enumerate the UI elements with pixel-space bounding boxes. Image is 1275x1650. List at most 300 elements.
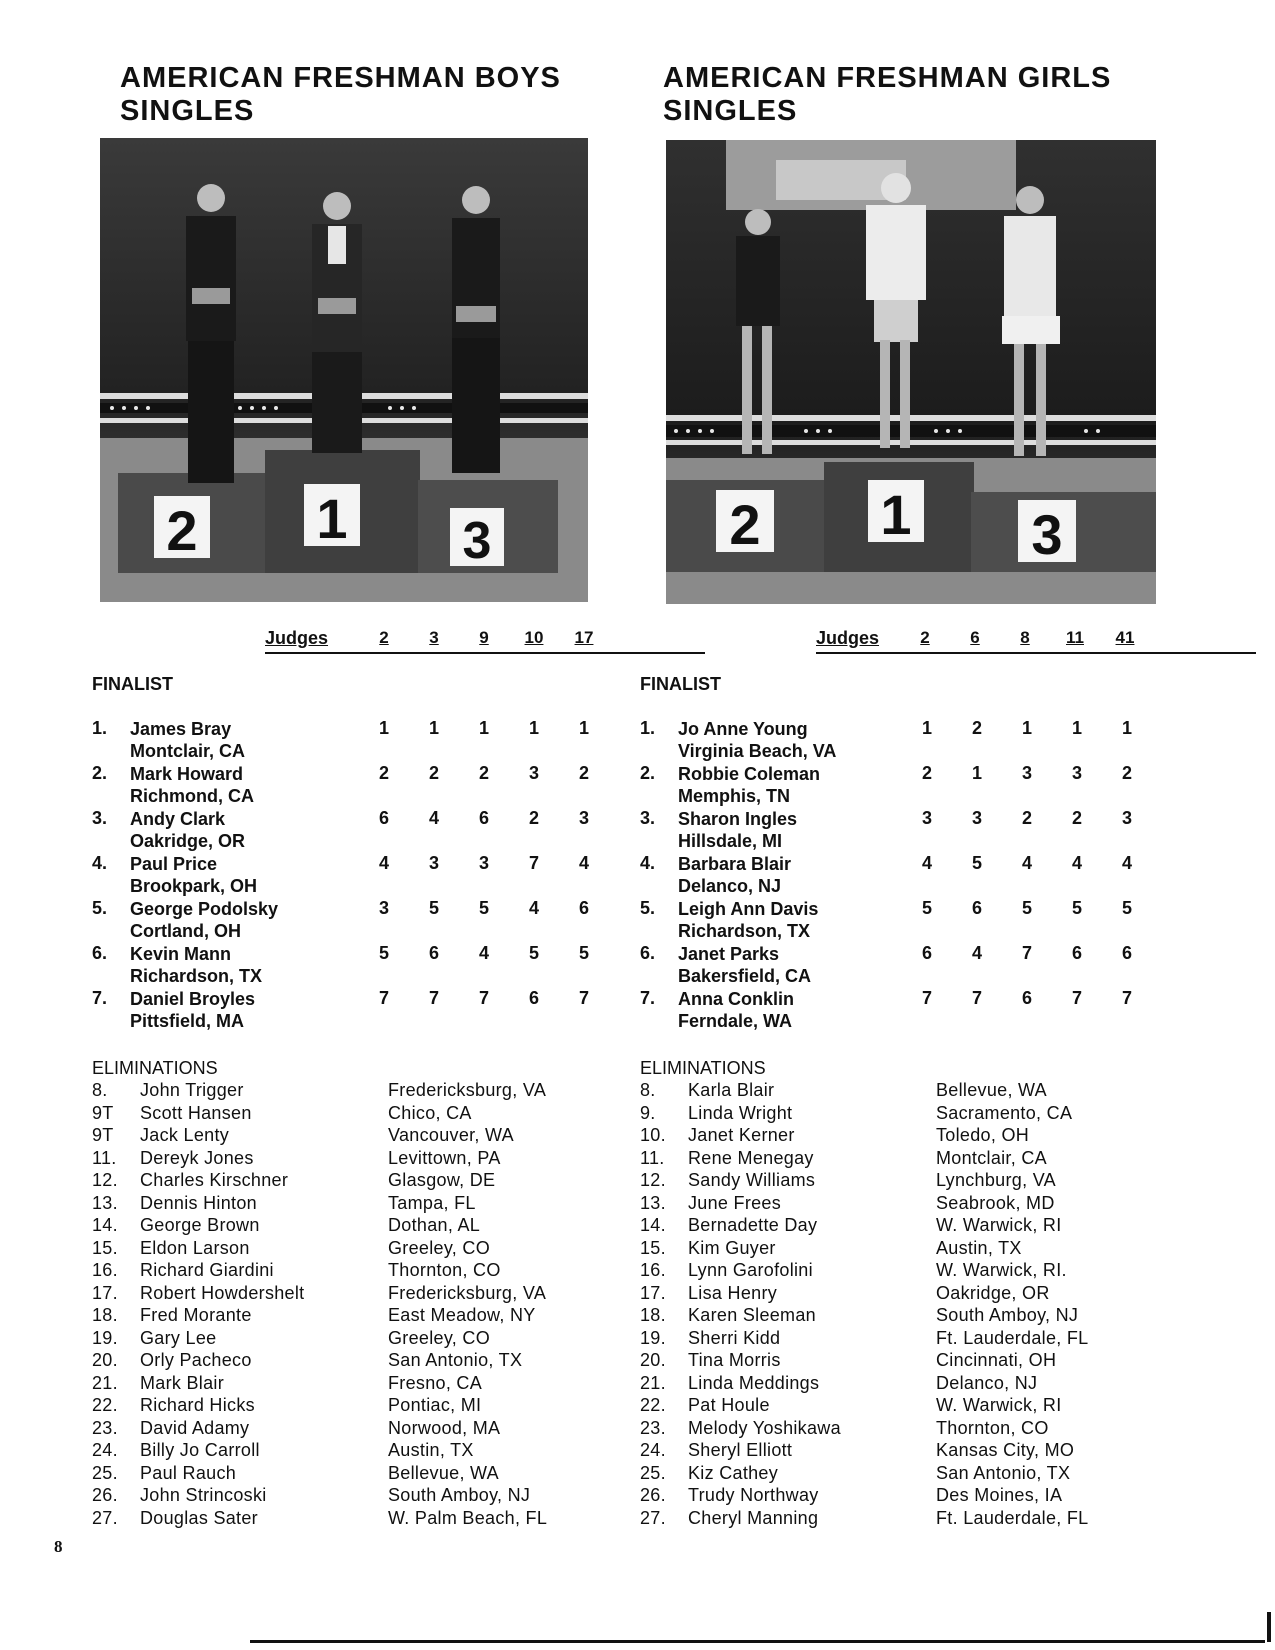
boys-finalists-list <box>92 718 652 1033</box>
finalist-judge-score: 4 <box>478 943 489 963</box>
finalist-name: George Podolsky <box>130 899 279 919</box>
elimination-city: Pontiac, MI <box>388 1395 482 1415</box>
finalist-judge-score: 3 <box>528 763 539 783</box>
finalist-judge-score: 3 <box>578 808 589 828</box>
elimination-name: Richard Hicks <box>140 1395 255 1415</box>
elimination-row <box>640 1103 1200 1126</box>
finalist-judge-score: 2 <box>921 763 932 783</box>
finalist-city: Delanco, NJ <box>678 876 782 896</box>
elimination-rank: 11. <box>92 1147 117 1168</box>
finalist-city: Richardson, TX <box>678 921 811 941</box>
finalist-rank: 2. <box>640 763 656 783</box>
elimination-row <box>640 1148 1200 1171</box>
elimination-row <box>92 1485 652 1508</box>
finalist-judge-score: 6 <box>1121 943 1132 963</box>
elimination-rank: 13. <box>640 1192 666 1213</box>
elimination-rank: 22. <box>640 1395 666 1415</box>
girls-podium-number-3: 3 <box>1031 503 1063 566</box>
boys-title-line2: SINGLES <box>120 95 255 127</box>
girls-judge-number: 8 <box>1020 628 1030 647</box>
elimination-row <box>92 1103 652 1126</box>
finalist-city: Brookpark, OH <box>130 876 258 896</box>
elimination-row <box>92 1260 652 1283</box>
elimination-city: Dothan, AL <box>388 1215 481 1235</box>
finalist-row <box>640 853 1200 898</box>
finalist-row <box>640 943 1200 988</box>
elimination-row <box>92 1373 652 1396</box>
boys-judge-number: 9 <box>479 628 489 647</box>
finalist-judge-score: 4 <box>578 853 589 873</box>
finalist-rank: 2. <box>92 763 108 783</box>
finalist-judge-score: 7 <box>378 988 389 1008</box>
elimination-name: Scott Hansen <box>140 1102 252 1123</box>
finalist-name-block <box>678 763 820 807</box>
elimination-city: W. Warwick, RI <box>936 1215 1062 1235</box>
finalist-judge-score: 1 <box>971 763 982 783</box>
finalist-judge-score: 2 <box>578 763 589 783</box>
finalist-row <box>640 898 1200 943</box>
elimination-city: Toledo, OH <box>936 1125 1030 1145</box>
finalist-judge-score: 4 <box>1071 853 1082 873</box>
elimination-name: Karen Sleeman <box>688 1305 816 1325</box>
elimination-name: Kim Guyer <box>688 1237 776 1258</box>
elimination-row <box>640 1328 1200 1351</box>
elimination-rank: 18. <box>92 1305 118 1325</box>
elimination-rank: 22. <box>92 1395 118 1415</box>
elimination-row <box>92 1508 652 1531</box>
finalist-judge-score: 6 <box>1021 988 1032 1008</box>
elimination-name: Cheryl Manning <box>688 1507 819 1528</box>
elimination-city: East Meadow, NY <box>388 1305 536 1325</box>
finalist-judge-score: 4 <box>428 808 439 828</box>
elimination-name: David Adamy <box>140 1417 250 1438</box>
finalist-row <box>92 988 652 1033</box>
elimination-name: Jack Lenty <box>140 1125 230 1145</box>
elimination-row <box>640 1238 1200 1261</box>
elimination-city: W. Warwick, RI. <box>936 1260 1067 1280</box>
elimination-row <box>640 1463 1200 1486</box>
finalist-judge-score: 4 <box>921 853 932 873</box>
elimination-rank: 16. <box>92 1260 118 1280</box>
finalist-judge-score: 3 <box>1121 808 1132 828</box>
finalist-name: Andy Clark <box>130 809 226 829</box>
elimination-row <box>92 1215 652 1238</box>
elimination-city: Austin, TX <box>936 1237 1022 1258</box>
elimination-city: Vancouver, WA <box>388 1125 514 1145</box>
elimination-city: Bellevue, WA <box>388 1462 499 1483</box>
elimination-rank: 11. <box>640 1147 665 1168</box>
finalist-judge-score: 4 <box>528 898 539 918</box>
elimination-name: Eldon Larson <box>140 1237 250 1258</box>
elimination-rank: 23. <box>92 1417 118 1438</box>
boys-podium-photo-image <box>100 138 588 602</box>
finalist-judge-score: 1 <box>1021 718 1032 738</box>
elimination-rank: 18. <box>640 1305 666 1325</box>
boys-podium-photo <box>100 138 588 602</box>
boys-judge-number: 10 <box>524 628 544 647</box>
finalist-row <box>92 898 652 943</box>
elimination-rank: 24. <box>92 1440 118 1460</box>
boys-judge-number: 3 <box>429 628 439 647</box>
finalist-name-block <box>130 943 262 987</box>
elimination-city: Austin, TX <box>388 1440 474 1460</box>
elimination-name: Lynn Garofolini <box>688 1260 813 1280</box>
finalist-rank: 3. <box>640 808 656 828</box>
elimination-rank: 13. <box>92 1192 118 1213</box>
boys-eliminations-heading: ELIMINATIONS <box>92 1058 218 1078</box>
elimination-city: Montclair, CA <box>936 1147 1047 1168</box>
finalist-judge-score: 1 <box>578 718 589 738</box>
finalist-judge-score: 2 <box>478 763 489 783</box>
page-number: 8 <box>54 1537 63 1556</box>
finalist-judge-score: 2 <box>971 718 982 738</box>
elimination-name: Karla Blair <box>688 1080 775 1100</box>
finalist-name: Kevin Mann <box>130 944 232 964</box>
elimination-name: Orly Pacheco <box>140 1350 252 1370</box>
elimination-rank: 17. <box>92 1282 118 1303</box>
finalist-judge-score: 6 <box>478 808 489 828</box>
elimination-rank: 19. <box>92 1327 118 1348</box>
elimination-rank: 20. <box>92 1350 118 1370</box>
elimination-name: Kiz Cathey <box>688 1462 779 1483</box>
finalist-city: Bakersfield, CA <box>678 966 812 986</box>
elimination-city: Cincinnati, OH <box>936 1350 1057 1370</box>
elimination-city: Kansas City, MO <box>936 1440 1075 1460</box>
elimination-name: Janet Kerner <box>688 1125 795 1145</box>
finalist-rank: 4. <box>640 853 656 873</box>
finalist-rank: 1. <box>92 718 108 738</box>
finalist-name-block <box>678 718 836 762</box>
finalist-row <box>640 808 1200 853</box>
elimination-rank: 20. <box>640 1350 666 1370</box>
bottom-rule <box>250 1640 1265 1643</box>
finalist-name-block <box>130 853 257 897</box>
elimination-name: Dereyk Jones <box>140 1147 254 1168</box>
finalist-rank: 1. <box>640 718 656 738</box>
finalist-judge-score: 1 <box>921 718 932 738</box>
finalist-city: Oakridge, OR <box>130 831 246 851</box>
finalist-judge-score: 1 <box>1121 718 1132 738</box>
finalist-row <box>92 853 652 898</box>
elimination-city: Des Moines, IA <box>936 1485 1063 1505</box>
finalist-rank: 7. <box>92 988 108 1008</box>
elimination-row <box>640 1305 1200 1328</box>
elimination-city: South Amboy, NJ <box>388 1485 531 1505</box>
finalist-judge-score: 1 <box>528 718 539 738</box>
finalist-judge-score: 3 <box>428 853 439 873</box>
finalist-name: Mark Howard <box>130 764 244 784</box>
elimination-rank: 9. <box>640 1102 656 1123</box>
girls-title <box>663 62 1111 128</box>
elimination-rank: 12. <box>92 1170 118 1190</box>
finalist-judge-score: 6 <box>428 943 439 963</box>
finalist-rank: 5. <box>92 898 108 918</box>
elimination-row <box>640 1418 1200 1441</box>
finalist-rank: 3. <box>92 808 108 828</box>
elimination-name: Sandy Williams <box>688 1170 816 1190</box>
elimination-row <box>640 1170 1200 1193</box>
elimination-row <box>92 1305 652 1328</box>
elimination-city: Seabrook, MD <box>936 1192 1055 1213</box>
finalist-judge-score: 5 <box>428 898 439 918</box>
elimination-row <box>92 1148 652 1171</box>
finalist-city: Richardson, TX <box>130 966 263 986</box>
elimination-city: Fresno, CA <box>388 1372 483 1393</box>
finalist-judge-score: 5 <box>1021 898 1032 918</box>
elimination-rank: 25. <box>92 1462 118 1483</box>
finalist-row <box>640 718 1200 763</box>
elimination-name: Bernadette Day <box>688 1215 818 1235</box>
elimination-name: Tina Morris <box>688 1350 781 1370</box>
boys-title <box>120 62 561 128</box>
finalist-judge-score: 7 <box>528 853 539 873</box>
elimination-rank: 19. <box>640 1327 666 1348</box>
elimination-row <box>92 1395 652 1418</box>
finalist-judge-score: 1 <box>1071 718 1082 738</box>
finalist-name-block <box>678 943 811 987</box>
elimination-name: John Strincoski <box>140 1485 267 1505</box>
finalist-judge-score: 3 <box>971 808 982 828</box>
finalist-judge-score: 5 <box>921 898 932 918</box>
elimination-city: Thornton, CO <box>936 1417 1049 1438</box>
elimination-name: Charles Kirschner <box>140 1170 289 1190</box>
elimination-row <box>640 1193 1200 1216</box>
finalist-judge-score: 7 <box>971 988 982 1008</box>
finalist-judge-score: 5 <box>1071 898 1082 918</box>
corner-mark <box>1267 1612 1271 1642</box>
elimination-city: Norwood, MA <box>388 1417 501 1438</box>
elimination-city: Fredericksburg, VA <box>388 1282 547 1303</box>
elimination-city: Bellevue, WA <box>936 1080 1047 1100</box>
elimination-city: Glasgow, DE <box>388 1170 496 1190</box>
elimination-city: Ft. Lauderdale, FL <box>936 1507 1089 1528</box>
elimination-rank: 15. <box>92 1237 118 1258</box>
elimination-row <box>640 1283 1200 1306</box>
finalist-name-block <box>678 988 794 1032</box>
elimination-rank: 14. <box>92 1215 118 1235</box>
elimination-city: Lynchburg, VA <box>936 1170 1056 1190</box>
finalist-judge-score: 7 <box>1121 988 1132 1008</box>
elimination-name: Fred Morante <box>140 1305 252 1325</box>
elimination-city: Fredericksburg, VA <box>388 1080 547 1100</box>
elimination-row <box>92 1418 652 1441</box>
finalist-judge-score: 1 <box>378 718 389 738</box>
elimination-row <box>92 1463 652 1486</box>
girls-eliminations-list <box>640 1080 1200 1530</box>
elimination-city: Delanco, NJ <box>936 1372 1038 1393</box>
elimination-rank: 8. <box>640 1080 656 1100</box>
elimination-row <box>640 1395 1200 1418</box>
finalist-judge-score: 5 <box>578 943 589 963</box>
finalist-judge-score: 5 <box>1121 898 1132 918</box>
elimination-row <box>640 1215 1200 1238</box>
elimination-row <box>640 1508 1200 1531</box>
finalist-judge-score: 5 <box>528 943 539 963</box>
boys-judges-label: Judges <box>265 628 329 648</box>
finalist-judge-score: 2 <box>428 763 439 783</box>
girls-podium-number-1: 1 <box>880 483 912 546</box>
finalist-name-block <box>130 763 254 807</box>
finalist-row <box>92 718 652 763</box>
finalist-name: Paul Price <box>130 854 218 874</box>
finalist-judge-score: 5 <box>378 943 389 963</box>
elimination-name: George Brown <box>140 1215 260 1235</box>
elimination-rank: 25. <box>640 1462 666 1483</box>
elimination-rank: 26. <box>640 1485 666 1505</box>
finalist-name-block <box>130 988 255 1032</box>
finalist-rank: 4. <box>92 853 108 873</box>
finalist-name-block <box>678 898 818 942</box>
finalist-city: Pittsfield, MA <box>130 1011 245 1031</box>
boys-judges-header <box>265 628 705 654</box>
elimination-city: Levittown, PA <box>388 1147 501 1168</box>
girls-podium-photo <box>666 140 1156 604</box>
finalist-name-block <box>130 898 278 942</box>
elimination-row <box>92 1170 652 1193</box>
elimination-city: W. Palm Beach, FL <box>388 1507 548 1528</box>
elimination-rank: 27. <box>640 1507 666 1528</box>
elimination-name: Mark Blair <box>140 1372 225 1393</box>
boys-judge-number: 2 <box>379 628 389 647</box>
finalist-judge-score: 2 <box>1121 763 1132 783</box>
elimination-city: Oakridge, OR <box>936 1282 1050 1303</box>
finalist-judge-score: 5 <box>971 853 982 873</box>
finalist-city: Virginia Beach, VA <box>678 741 837 761</box>
elimination-rank: 17. <box>640 1282 666 1303</box>
girls-judge-number: 41 <box>1115 628 1135 647</box>
elimination-rank: 14. <box>640 1215 666 1235</box>
boys-podium-number-3: 3 <box>462 512 492 570</box>
girls-podium-number-2: 2 <box>729 493 761 556</box>
elimination-row <box>640 1485 1200 1508</box>
girls-title-line1: AMERICAN FRESHMAN GIRLS <box>663 62 1112 94</box>
finalist-judge-score: 2 <box>1071 808 1082 828</box>
finalist-judge-score: 4 <box>378 853 389 873</box>
elimination-name: Sherri Kidd <box>688 1327 781 1348</box>
elimination-rank: 12. <box>640 1170 666 1190</box>
boys-eliminations-list <box>92 1080 652 1530</box>
finalist-city: Ferndale, WA <box>678 1011 793 1031</box>
finalist-judge-score: 1 <box>428 718 439 738</box>
finalist-judge-score: 7 <box>478 988 489 1008</box>
elimination-city: San Antonio, TX <box>936 1462 1071 1483</box>
elimination-name: June Frees <box>688 1192 782 1213</box>
finalist-judge-score: 4 <box>1021 853 1032 873</box>
elimination-rank: 9T <box>92 1125 114 1145</box>
elimination-row <box>640 1260 1200 1283</box>
elimination-name: Melody Yoshikawa <box>688 1417 841 1438</box>
finalist-judge-score: 7 <box>1021 943 1032 963</box>
elimination-rank: 23. <box>640 1417 666 1438</box>
elimination-row <box>92 1350 652 1373</box>
elimination-rank: 26. <box>92 1485 118 1505</box>
elimination-city: Tampa, FL <box>388 1192 476 1213</box>
elimination-rank: 24. <box>640 1440 666 1460</box>
finalist-city: Montclair, CA <box>130 741 246 761</box>
finalist-judge-score: 5 <box>478 898 489 918</box>
elimination-city: W. Warwick, RI <box>936 1395 1062 1415</box>
finalist-judge-score: 7 <box>578 988 589 1008</box>
elimination-rank: 8. <box>92 1080 108 1100</box>
finalist-row <box>92 763 652 808</box>
elimination-rank: 9T <box>92 1102 114 1123</box>
finalist-row <box>92 943 652 988</box>
finalist-rank: 6. <box>92 943 108 963</box>
elimination-row <box>92 1080 652 1103</box>
elimination-name: Linda Wright <box>688 1102 793 1123</box>
finalist-judge-score: 1 <box>478 718 489 738</box>
finalist-judge-score: 4 <box>1121 853 1132 873</box>
finalist-rank: 7. <box>640 988 656 1008</box>
finalist-name: Anna Conklin <box>678 989 794 1009</box>
finalist-judge-score: 3 <box>921 808 932 828</box>
elimination-name: Billy Jo Carroll <box>140 1440 260 1460</box>
finalist-name-block <box>130 718 245 762</box>
elimination-row <box>92 1328 652 1351</box>
girls-judge-number: 11 <box>1066 628 1084 647</box>
elimination-rank: 21. <box>92 1372 118 1393</box>
elimination-name: Robert Howdershelt <box>140 1282 305 1303</box>
elimination-row <box>92 1238 652 1261</box>
elimination-name: John Trigger <box>140 1080 244 1100</box>
boys-judge-number: 17 <box>574 628 594 647</box>
elimination-name: Trudy Northway <box>688 1485 819 1505</box>
elimination-name: Dennis Hinton <box>140 1192 257 1213</box>
finalist-judge-score: 3 <box>1071 763 1082 783</box>
elimination-row <box>92 1193 652 1216</box>
finalist-city: Cortland, OH <box>130 921 241 941</box>
finalist-judge-score: 6 <box>921 943 932 963</box>
finalist-rank: 5. <box>640 898 656 918</box>
elimination-name: Paul Rauch <box>140 1462 237 1483</box>
girls-judge-number: 6 <box>970 628 980 647</box>
elimination-city: Ft. Lauderdale, FL <box>936 1327 1089 1348</box>
finalist-judge-score: 6 <box>1071 943 1082 963</box>
finalist-judge-score: 2 <box>1021 808 1032 828</box>
finalist-judge-score: 6 <box>528 988 539 1008</box>
finalist-name: Daniel Broyles <box>130 989 256 1009</box>
elimination-row <box>92 1283 652 1306</box>
elimination-rank: 16. <box>640 1260 666 1280</box>
finalist-judge-score: 2 <box>528 808 539 828</box>
girls-judge-number: 2 <box>920 628 930 647</box>
finalist-judge-score: 3 <box>1021 763 1032 783</box>
elimination-name: Pat Houle <box>688 1395 770 1415</box>
boys-finalist-heading: FINALIST <box>92 674 173 694</box>
finalist-judge-score: 2 <box>378 763 389 783</box>
elimination-rank: 10. <box>640 1125 666 1145</box>
finalist-judge-score: 4 <box>971 943 982 963</box>
finalist-row <box>640 988 1200 1033</box>
elimination-rank: 21. <box>640 1372 666 1393</box>
finalist-judge-score: 3 <box>378 898 389 918</box>
finalist-row <box>92 808 652 853</box>
finalist-name: Leigh Ann Davis <box>678 899 819 919</box>
elimination-row <box>92 1125 652 1148</box>
elimination-row <box>640 1440 1200 1463</box>
finalist-name: Janet Parks <box>678 944 780 964</box>
elimination-name: Sheryl Elliott <box>688 1440 793 1460</box>
elimination-name: Douglas Sater <box>140 1507 258 1528</box>
finalist-name: Barbara Blair <box>678 854 792 874</box>
elimination-city: Greeley, CO <box>388 1237 490 1258</box>
finalist-name-block <box>130 808 245 852</box>
finalist-name: Sharon Ingles <box>678 809 798 829</box>
finalist-judge-score: 7 <box>1071 988 1082 1008</box>
elimination-row <box>640 1373 1200 1396</box>
elimination-name: Gary Lee <box>140 1327 217 1348</box>
elimination-city: San Antonio, TX <box>388 1350 523 1370</box>
